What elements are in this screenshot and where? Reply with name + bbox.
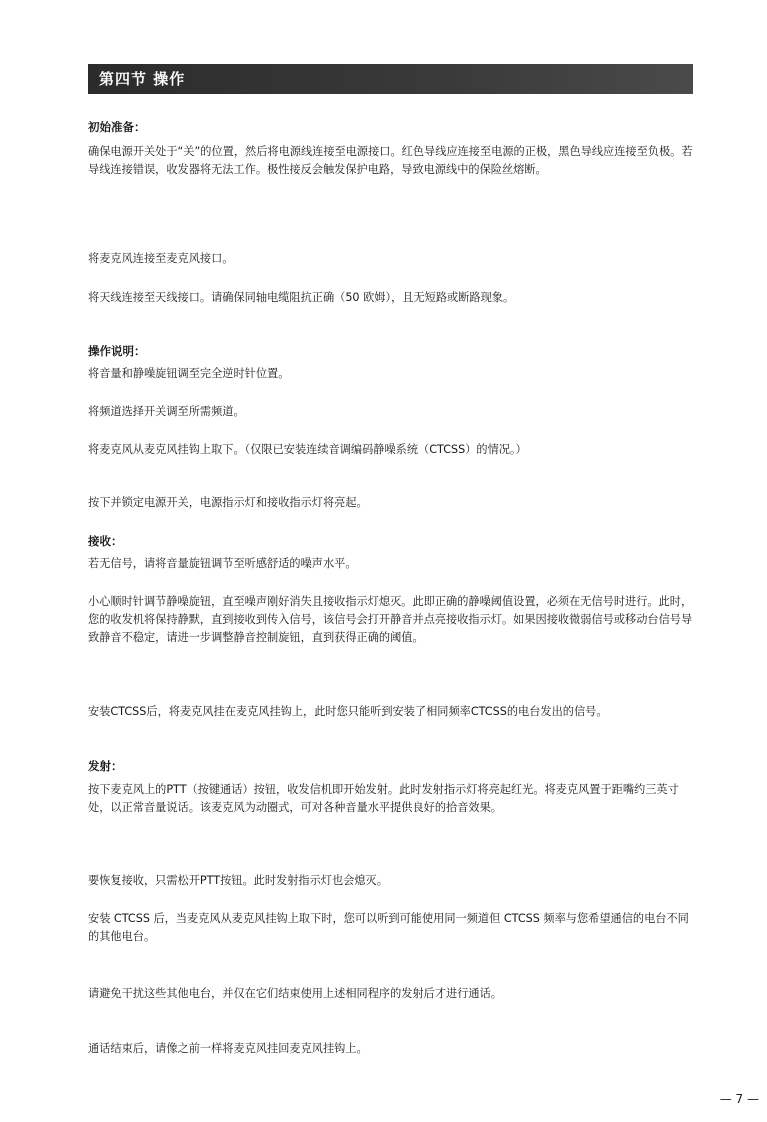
initial-prep-paragraph-2: 将麦克风连接至麦克风接口。 [88,252,234,265]
initial-prep-paragraph-3: 将天线连接至天线接口。请确保同轴电缆阻抗正确（50 欧姆），且无短路或断路现象。 [88,291,515,304]
transmit-paragraph-4: 请避免干扰这些其他电台，并仅在它们结束使用上述相同程序的发射后才进行通话。 [88,987,502,1000]
transmit-paragraph-2: 要恢复接收，只需松开PTT按钮。此时发射指示灯也会熄灭。 [88,874,388,887]
receive-paragraph-2: 小心顺时针调节静噪旋钮，直至噪声刚好消失且接收指示灯熄灭。此即正确的静噪阈值设置，必须在无信号时进行。此时，您的收发机将保持静默，直到接收到传入信号，该信号会打开静音并点亮接收指示灯。如果因接收微弱信号或移动台信号导致静音不稳定，请进一步调整静音控制旋钮，直到获得正确的阈值。 [88,595,693,644]
operation-paragraph-1: 将音量和静噪旋钮调至完全逆时针位置。 [88,367,290,380]
initial-prep-paragraph-1: 确保电源开关处于“关”的位置，然后将电源线连接至电源接口。红色导线应连接至电源的正极，黑色导线应连接至负极。若导线连接错误，收发器将无法工作。极性接反会触发保护电路，导致电源线中的保险丝熔断。 [88,145,693,176]
page-number: — 7 — [719,1092,759,1106]
transmit-paragraph-5: 通话结束后，请像之前一样将麦克风挂回麦克风挂钩上。 [88,1042,368,1055]
operation-paragraph-3: 将麦克风从麦克风挂钩上取下。（仅限已安装连续音调编码静噪系统（CTCSS）的情况。） [88,443,527,456]
receive-paragraph-3: 安装CTCSS后，将麦克风挂在麦克风挂钩上，此时您只能听到安装了相同频率CTCSS的电台发出的信号。 [88,705,608,718]
section-header-bar [88,64,693,94]
transmit-heading: 发射： [88,759,123,773]
receive-paragraph-1: 若无信号，请将音量旋钮调节至听感舒适的噪声水平。 [88,557,357,570]
receive-heading: 接收： [88,534,123,548]
operation-paragraph-4: 按下并锁定电源开关，电源指示灯和接收指示灯将亮起。 [88,496,368,509]
operation-heading: 操作说明： [88,344,146,358]
transmit-paragraph-3: 安装 CTCSS 后，当麦克风从麦克风挂钩上取下时，您可以听到可能使用同一频道但 CTCSS 频率与您希望通信的电台不同的其他电台。 [88,912,689,943]
operation-paragraph-2: 将频道选择开关调至所需频道。 [88,405,245,418]
initial-prep-heading: 初始准备： [88,120,146,134]
section-title: 第四节 操作 [99,70,186,88]
transmit-paragraph-1: 按下麦克风上的PTT（按键通话）按钮，收发信机即开始发射。此时发射指示灯将亮起红光。将麦克风置于距嘴约三英寸处，以正常音量说话。该麦克风为动圈式，可对各种音量水平提供良好的拾音效果。 [88,783,679,814]
